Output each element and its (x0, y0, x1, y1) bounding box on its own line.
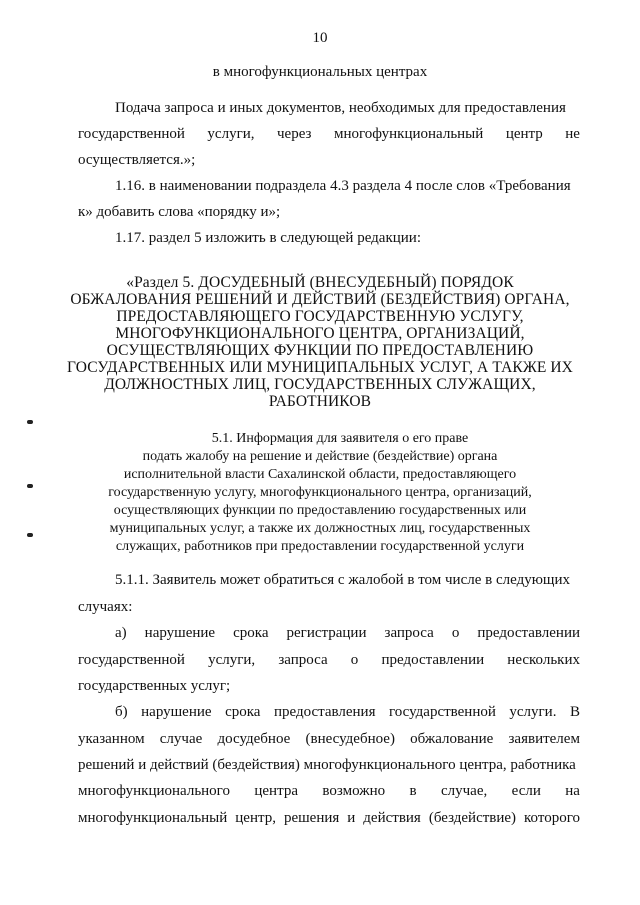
item-b-line (115, 702, 580, 722)
word: обжалование (410, 731, 494, 747)
word: а) (115, 625, 127, 641)
item-1-16-line: к» добавить слова «порядку и»; (78, 204, 281, 220)
section-title-line: РАБОТНИКОВ (268, 393, 372, 410)
word: досудебное (217, 731, 291, 747)
word: на (565, 783, 580, 799)
word: регистрации (286, 625, 367, 641)
subsection-title-line: подать жалобу на решение и действие (бездействие) органа (142, 449, 498, 464)
word: срока (225, 704, 261, 720)
subsection-title-line: государственную услугу, многофункционального центра, организаций, (108, 485, 532, 500)
section-title-line: ОБЖАЛОВАНИЯ РЕШЕНИЙ И ДЕЙСТВИЙ (БЕЗДЕЙСТВИЯ) ОРГАНА, (70, 291, 570, 308)
word: указанном (78, 731, 145, 747)
subsection-title-line: исполнительной власти Сахалинской области, предоставляющего (123, 467, 517, 482)
margin-mark (27, 533, 33, 537)
margin-mark (27, 420, 33, 424)
word: центра (254, 783, 298, 799)
page-number: 10 (312, 30, 328, 46)
section-title-line: МНОГОФУНКЦИОНАЛЬНОГО ЦЕНТРА, ОРГАНИЗАЦИЙ, (115, 325, 525, 342)
subsection-title-line: осуществляющих функции по предоставлению государственных или (113, 503, 527, 518)
para-5-1-1-line: 5.1.1. Заявитель может обратиться с жалобой в том числе в следующих (115, 572, 570, 588)
margin-mark (27, 484, 33, 488)
word: срока (233, 625, 269, 641)
item-a-line (115, 623, 580, 643)
subsection-title-line: муниципальных услуг, а также их должностных лиц, государственных (109, 521, 531, 536)
section-title-line: «Раздел 5. ДОСУДЕБНЫЙ (ВНЕСУДЕБНЫЙ) ПОРЯДОК (126, 274, 514, 291)
section-title-line: ПРЕДОСТАВЛЯЮЩЕГО ГОСУДАРСТВЕННУЮ УСЛУГУ, (116, 308, 524, 325)
item-1-17-line: 1.17. раздел 5 изложить в следующей редакции: (115, 230, 421, 246)
word: многофункциональный (334, 126, 484, 142)
word: центр, (235, 810, 276, 826)
word: запроса (384, 625, 434, 641)
word: услуги, (208, 652, 256, 668)
word: услуги, (207, 126, 255, 142)
word: предоставлении (477, 625, 580, 641)
word: возможно (322, 783, 386, 799)
word: через (277, 126, 312, 142)
item-b-line (78, 729, 580, 749)
item-1-16-line: 1.16. в наименовании подраздела 4.3 раздела 4 после слов «Требования (115, 178, 571, 194)
item-b-line (78, 781, 580, 801)
item-b-line (78, 808, 580, 828)
word: нарушение (144, 625, 216, 641)
item-a-line (78, 650, 580, 670)
word: (бездействие) (428, 810, 517, 826)
word: не (565, 126, 580, 142)
word: многофункциональный (78, 810, 228, 826)
continuation-line: в многофункциональных центрах (212, 64, 428, 80)
word: государственной (78, 652, 185, 668)
word: случае, (441, 783, 488, 799)
item-b-line: решений и действий (бездействия) многофункционального центра, работника (78, 757, 576, 773)
word: нарушение (141, 704, 212, 720)
subsection-title-line: 5.1. Информация для заявителя о его праве (211, 431, 469, 446)
section-title-line: ОСУЩЕСТВЛЯЮЩИХ ФУНКЦИИ ПО ПРЕДОСТАВЛЕНИЮ (106, 342, 534, 359)
word: б) (115, 704, 128, 720)
word: если (511, 783, 541, 799)
word: в (409, 783, 417, 799)
word: случае (159, 731, 203, 747)
word: предоставления (273, 704, 376, 720)
word: о (350, 652, 359, 668)
item-a-line: государственных услуг; (78, 678, 231, 694)
word: действия (363, 810, 421, 826)
word: (внесудебное) (305, 731, 395, 747)
word: государственной (388, 704, 496, 720)
word: предоставлении (381, 652, 485, 668)
justified-line (78, 124, 580, 144)
word: многофункционального (78, 783, 230, 799)
word: которого (524, 810, 580, 826)
word: и (347, 810, 356, 826)
word: решения (283, 810, 340, 826)
paragraph-line: осуществляется.»; (78, 152, 196, 168)
word: государственной (78, 126, 185, 142)
word: заявителем (508, 731, 580, 747)
word: нескольких (507, 652, 580, 668)
word: В (569, 704, 580, 720)
section-title-line: ДОЛЖНОСТНЫХ ЛИЦ, ГОСУДАРСТВЕННЫХ СЛУЖАЩИХ, (104, 376, 536, 393)
word: центр (505, 126, 543, 142)
word: запроса (278, 652, 328, 668)
subsection-title-line: служащих, работников при предоставлении государственной услуги (115, 539, 525, 554)
section-title-line: ГОСУДАРСТВЕННЫХ ИЛИ МУНИЦИПАЛЬНЫХ УСЛУГ, А ТАКЖЕ ИХ (67, 359, 573, 376)
word: о (451, 625, 460, 641)
word: услуги. (509, 704, 557, 720)
para-5-1-1-line: случаях: (78, 599, 133, 615)
paragraph-line: Подача запроса и иных документов, необходимых для предоставления (115, 100, 566, 116)
